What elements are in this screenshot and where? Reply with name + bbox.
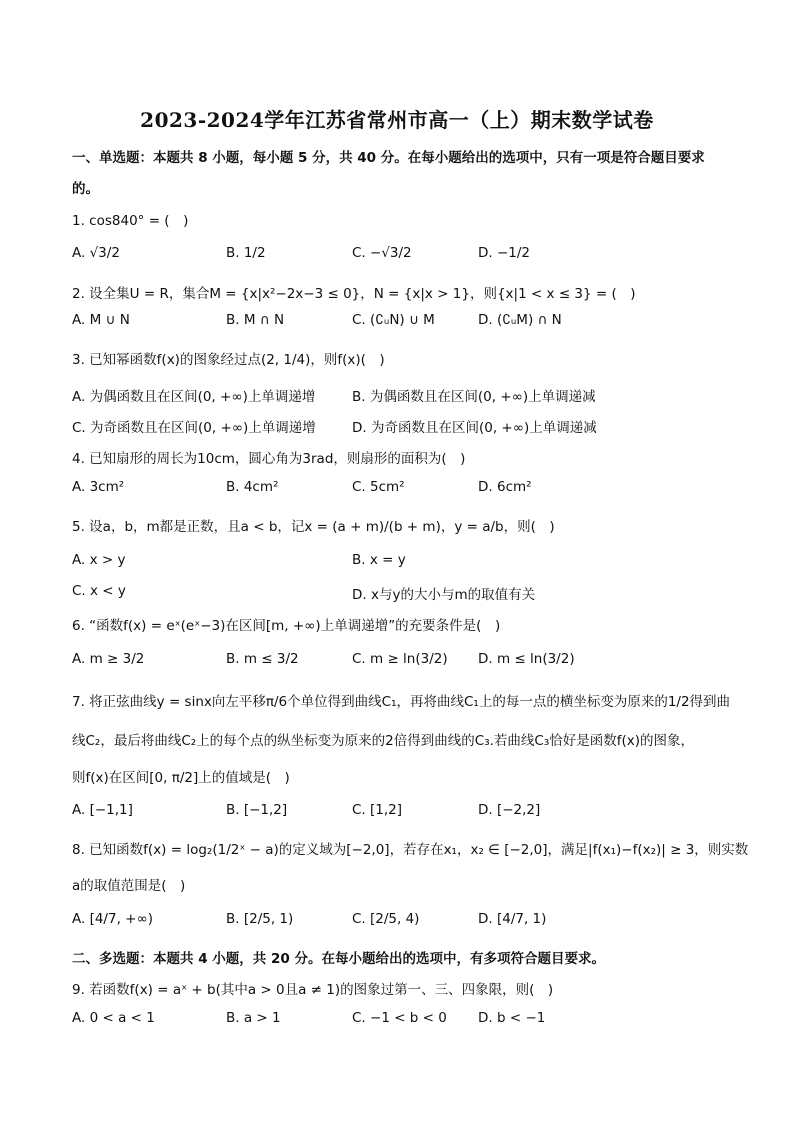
question-4-options [72, 479, 732, 501]
page-title: 2023-2024学年江苏省常州市高一（上）期末数学试卷 [140, 108, 654, 132]
question-7: 7. 将正弦曲线y = sinx向左平移π/6个单位得到曲线C₁，再将曲线C₁上的每一点的横坐标变为原来的1/2得到曲 [72, 694, 731, 710]
question-3-options-ab [72, 385, 732, 407]
question-7-options [72, 802, 732, 824]
question-1-options [72, 245, 732, 267]
option-d: D. [−2,2] [478, 802, 541, 818]
option-b: B. M ∩ N [226, 312, 285, 328]
option-a: A. [−1,1] [72, 802, 133, 818]
option-c: C. 为奇函数且在区间(0, +∞)上单调递增 [72, 420, 316, 436]
section-2-heading: 二、多选题：本题共 4 小题，共 20 分。在每小题给出的选项中，有多项符合题目要求。 [72, 951, 605, 967]
option-b: B. [−1,2] [226, 802, 288, 818]
question-7-cont: 线C₂，最后将曲线C₂上的每个点的纵坐标变为原来的2倍得到曲线的C₃.若曲线C₃恰好是函数f(x)的图象， [72, 733, 695, 749]
question-2-options [72, 312, 732, 334]
question-2: 2. 设全集U = R，集合M = {x|x²−2x−3 ≤ 0}，N = {x|x > 1}，则{x|1 < x ≤ 3} = ( ) [72, 286, 636, 302]
question-4: 4. 已知扇形的周长为10cm，圆心角为3rad，则扇形的面积为( ) [72, 451, 466, 467]
option-c: C. 5cm² [352, 479, 405, 495]
option-a: A. x > y [72, 552, 126, 568]
question-8-cont: a的取值范围是( ) [72, 878, 186, 894]
option-b: B. [2/5, 1) [226, 911, 294, 927]
section-1-heading: 一、单选题：本题共 8 小题，每小题 5 分，共 40 分。在每小题给出的选项中，只有一项是符合题目要求 [72, 150, 705, 166]
option-a: A. 为偶函数且在区间(0, +∞)上单调递增 [72, 389, 316, 405]
option-d: D. x与y的大小与m的取值有关 [352, 587, 536, 603]
option-c: C. [2/5, 4) [352, 911, 420, 927]
question-8-options [72, 911, 732, 933]
option-a: A. M ∪ N [72, 312, 130, 328]
option-d: D. (∁ᵤM) ∩ N [478, 312, 562, 328]
option-b: B. 1/2 [226, 245, 266, 261]
question-3-options-cd [72, 416, 732, 438]
option-a: A. √3/2 [72, 245, 120, 261]
option-a: A. 0 < a < 1 [72, 1010, 155, 1026]
option-b: B. 为偶函数且在区间(0, +∞)上单调递减 [352, 389, 596, 405]
option-c: C. −1 < b < 0 [352, 1010, 447, 1026]
option-c: C. (∁ᵤN) ∪ M [352, 312, 435, 328]
question-1: 1. cos840° = ( ) [72, 213, 189, 229]
option-d: D. [4/7, 1) [478, 911, 547, 927]
option-d: D. b < −1 [478, 1010, 546, 1026]
option-b: B. 4cm² [226, 479, 279, 495]
question-6-options [72, 651, 732, 673]
option-b: B. x = y [352, 552, 406, 568]
question-3: 3. 已知幂函数f(x)的图象经过点(2, 1/4)，则f(x)( ) [72, 352, 385, 368]
option-a: A. [4/7, +∞) [72, 911, 153, 927]
option-c: C. [1,2] [352, 802, 403, 818]
option-a: A. 3cm² [72, 479, 125, 495]
question-6: 6. “函数f(x) = eˣ(eˣ−3)在区间[m, +∞)上单调递增”的充要条件是( ) [72, 618, 501, 634]
question-9-options [72, 1010, 732, 1032]
section-1-heading-cont: 的。 [72, 181, 99, 197]
option-c: C. m ≥ ln(3/2) [352, 651, 448, 667]
option-d: D. −1/2 [478, 245, 531, 261]
option-c: C. x < y [72, 583, 126, 599]
question-9: 9. 若函数f(x) = aˣ + b(其中a > 0且a ≠ 1)的图象过第一、三、四象限，则( ) [72, 982, 554, 998]
option-d: D. 6cm² [478, 479, 532, 495]
option-b: B. m ≤ 3/2 [226, 651, 299, 667]
option-d: D. m ≤ ln(3/2) [478, 651, 575, 667]
option-d: D. 为奇函数且在区间(0, +∞)上单调递减 [352, 420, 597, 436]
question-5-options-cd [72, 583, 732, 605]
question-7-cont-2: 则f(x)在区间[0, π/2]上的值域是( ) [72, 770, 290, 786]
question-5: 5. 设a，b，m都是正数，且a < b，记x = (a + m)/(b + m)，y = a/b，则( ) [72, 519, 555, 535]
option-a: A. m ≥ 3/2 [72, 651, 145, 667]
question-8: 8. 已知函数f(x) = log₂(1/2ˣ − a)的定义域为[−2,0]，若存在x₁，x₂ ∈ [−2,0]，满足|f(x₁)−f(x₂)| ≥ 3，则实数 [72, 842, 749, 858]
option-c: C. −√3/2 [352, 245, 412, 261]
question-5-options-ab [72, 552, 732, 574]
option-b: B. a > 1 [226, 1010, 281, 1026]
